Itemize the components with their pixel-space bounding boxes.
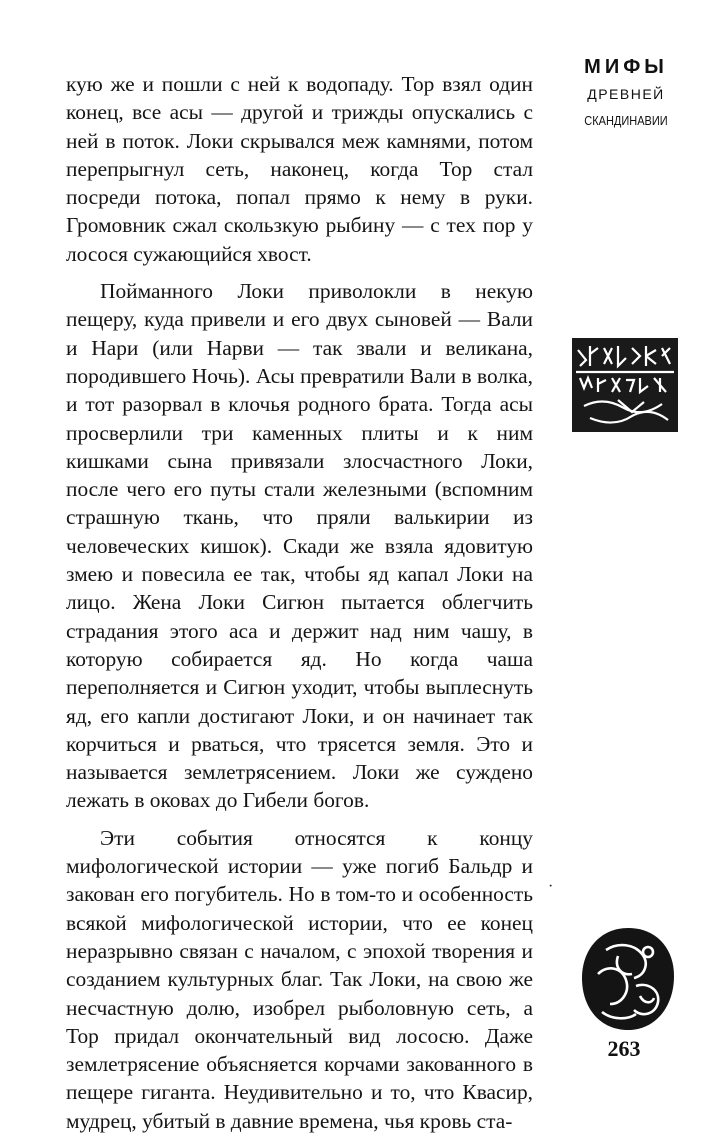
running-header-subtitle-1: ДРЕВНЕЙ	[587, 86, 665, 102]
paragraph-1: кую же и пошли с ней к водопаду. Тор взял один конец, все асы — другой и трижды опускались с ней в поток. Локи скрывался меж камнями, потом перепрыгнул сеть, наконец, когда Тор стал посреди потока, попал прямо к нему в руки. Громовник сжал скользкую рыбину — с тех пор у лосося сужающийся хвост.	[66, 72, 533, 266]
running-header-subtitle-2: СКАНДИНАВИИ	[584, 114, 668, 128]
running-header-title: МИФЫ	[584, 56, 668, 78]
rune-stone-emblem-icon	[570, 336, 680, 434]
main-text	[66, 70, 533, 1135]
page-number: 263	[607, 1036, 641, 1061]
paragraph-3: Эти события относятся к концу мифологической истории — уже погиб Бальдр и закован его погубитель. Но в том-то и особенность всякой мифологической истории, что ее конец неразрывно связан с началом, с эпохой творения и созданием культурных благ. Так Локи, на свою же несчастную долю, изобрел рыболовную сеть, а Тор придал окончательный вид лососю. Даже землетрясение объясняется корчами закованного в пещере гиганта. Неудивительно и то, что Квасир, мудрец, убитый в давние времена, чья кровь ста-	[66, 825, 533, 1133]
sidebar	[552, 0, 727, 1133]
margin-mark: ·	[548, 878, 554, 895]
knotwork-emblem-icon	[578, 924, 678, 1034]
paragraph-2: Пойманного Локи приволокли в некую пещеру, куда привели и его двух сыновей — Вали и Нари (или Нарви — так звали и великана, породившего Ночь). Асы превратили Вали в волка, и тот разорвал в клочья родного брата. Тогда асы просверлили три каменных плиты и к ним кишками сына привязали злосчастного Локи, после чего его путы стали железными (вспомним страшную ткань, что пряли валькирии из человеческих кишок). Скади же взяла ядовитую змею и повесила ее так, чтобы яд капал Локи на лицо. Жена Локи Сигюн пытается облегчить страдания этого аса и держит над ним чашу, в которую собирается яд. Но когда чаша переполняется и Сигюн уходит, чтобы выплеснуть яд, его капли достигают Локи, и он начинает так корчиться и рваться, что трясется земля. Это и называется землетрясением. Локи же суждено лежать в оковах до Гибели богов.	[66, 279, 533, 813]
